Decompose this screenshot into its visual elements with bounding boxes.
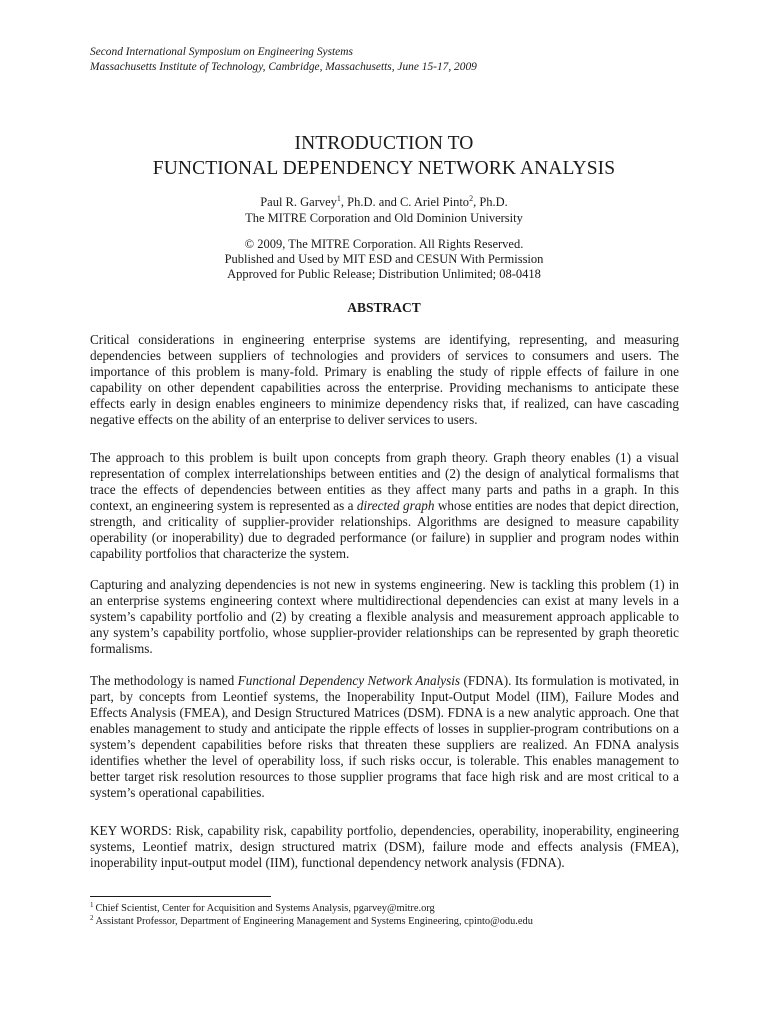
footnote-2-mark: 2 (90, 913, 94, 922)
author-1-footnote-mark: 1 (336, 193, 341, 203)
author-2-footnote-mark: 2 (469, 193, 474, 203)
abstract-paragraph-3 (90, 577, 679, 657)
footnote-1 (90, 902, 533, 915)
paragraph-text: Capturing and analyzing dependencies is not new in systems engineering. New is tackling this problem (1) in an enterprise systems engineering context where multidirectional dependencies can exist at many levels in a system’s capability portfolio and (2) by creating a flexible analysis and measurement approach applicable to any system’s capability portfolio, whose supplier-provider relationships can be represented by graph theoretic formalisms. (90, 577, 679, 656)
paragraph-text: Critical considerations in engineering enterprise systems are identifying, representing, and measuring dependencies between suppliers of technologies and providers of services to consumers and users. The importance of this problem is many-fold. Primary is enabling the study of ripple effects of failure in one capability on other dependent capabilities across the enterprise. Providing mechanisms to anticipate these effects early in design enables engineers to minimize dependency risks that, if realized, can have cascading negative effects on the ability of an enterprise to deliver services to users. (90, 332, 679, 427)
paper-title (0, 131, 768, 181)
key-words-paragraph (90, 823, 679, 871)
author-affiliation: The MITRE Corporation and Old Dominion University (245, 211, 523, 225)
release-line: Approved for Public Release; Distribution Unlimited; 08-0418 (227, 267, 541, 281)
abstract-paragraph-1 (90, 332, 679, 428)
author-1-name: Paul R. Garvey (260, 195, 337, 209)
footnote-2-text: Assistant Professor, Department of Engineering Management and Systems Engineering, cpinto@odu.edu (95, 916, 533, 927)
footnotes (90, 902, 533, 928)
conference-location: Massachusetts Institute of Technology, Cambridge, Massachusetts, June 15-17, 2009 (90, 61, 477, 73)
footnote-divider (90, 896, 271, 897)
abstract-heading: ABSTRACT (347, 300, 421, 315)
emphasis-directed-graph: directed graph (356, 498, 435, 513)
author-2-degree: , Ph.D. (473, 195, 508, 209)
abstract-paragraph-2 (90, 450, 679, 562)
conference-name: Second International Symposium on Engineering Systems (90, 46, 353, 58)
author-names (0, 194, 768, 210)
paragraph-text (90, 673, 679, 801)
paragraph-text-part: The methodology is named (90, 673, 238, 688)
footnote-1-text: Chief Scientist, Center for Acquisition and Systems Analysis, pgarvey@mitre.org (95, 903, 435, 914)
paragraph-text-part: The approach to this problem is built upon concepts from graph theory. Graph theory enables (1) a visual representation of complex interrelationships between entities and (2) the design of analytical formalisms that trace the effects of dependencies between entities as they affect many parts and paths in a graph. In this context, an engineering system is represented as a (90, 450, 679, 513)
footnote-2 (90, 915, 533, 928)
paragraph-text (90, 450, 679, 562)
copyright-line: © 2009, The MITRE Corporation. All Rights Reserved. (244, 237, 524, 251)
paragraph-text-part: whose entities are nodes that depict direction, strength, and criticality of supplier-provider relationships. Algorithms are designed to measure capability operability (or inoperability) due to degraded performance (or failure) in supplier and program nodes within capability portfolios that characterize the system. (90, 498, 679, 561)
abstract-paragraph-4 (90, 673, 679, 801)
footnote-1-mark: 1 (90, 900, 94, 909)
paragraph-text: KEY WORDS: Risk, capability risk, capability portfolio, dependencies, operability, inoperability, engineering systems, Leontief matrix, design structured matrix (DSM), failure mode and effects analysis (FMEA), inoperability input-output model (IIM), functional dependency network analysis (FDNA). (90, 823, 679, 870)
author-block (0, 194, 768, 226)
copyright-block (0, 237, 768, 282)
paragraph-text-part: (FDNA). Its formulation is motivated, in part, by concepts from Leontief systems, the Inoperability Input-Output Model (IIM), Failure Modes and Effects Analysis (FMEA), and Design Structured Matrices (DSM). FDNA is a new analytic approach. One that enables management to study and anticipate the ripple effects of losses in supplier-program contributions on a system’s dependent capabilities before risks that threaten these suppliers are realized. An FDNA analysis identifies whether the level of operability loss, if such risks occur, is tolerable. This enables management to better target risk resolution resources to those supplier programs that face high risk and are most critical to a system’s operational capabilities. (90, 673, 680, 800)
conference-header (90, 45, 477, 75)
title-line-2: FUNCTIONAL DEPENDENCY NETWORK ANALYSIS (152, 158, 616, 179)
author-1-degree: , Ph.D. and C. Ariel Pinto (340, 195, 470, 209)
title-line-1: INTRODUCTION TO (294, 133, 474, 154)
permission-line: Published and Used by MIT ESD and CESUN With Permission (224, 252, 544, 266)
emphasis-fdna-name: Functional Dependency Network Analysis (237, 673, 461, 688)
